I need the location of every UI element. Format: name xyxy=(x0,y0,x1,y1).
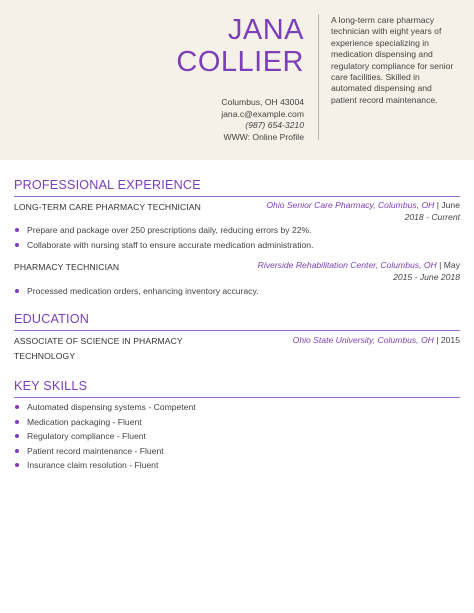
degree-line: TECHNOLOGY xyxy=(14,350,76,361)
first-name: JANA xyxy=(227,14,304,46)
list-item: Insurance claim resolution - Fluent xyxy=(14,458,460,473)
list-item: Collaborate with nursing staff to ensure accurate medication administration. xyxy=(14,238,460,253)
company-name: Riverside Rehabilitation Center, Columbus, OH xyxy=(257,260,437,270)
job-employer xyxy=(266,200,460,223)
skills-section xyxy=(14,378,460,398)
list-item: Regulatory compliance - Fluent xyxy=(14,429,460,444)
contact-email[interactable]: jana.c@example.com xyxy=(221,108,304,119)
experience-heading: PROFESSIONAL EXPERIENCE xyxy=(14,178,201,192)
list-item: Automated dispensing systems - Competent xyxy=(14,400,460,415)
job-title: LONG-TERM CARE PHARMACY TECHNICIAN xyxy=(14,202,201,212)
list-item: Prepare and package over 250 prescriptions daily, reducing errors by 22%. xyxy=(14,223,460,238)
last-name: COLLIER xyxy=(176,46,304,78)
contact-info xyxy=(221,97,304,143)
contact-location: Columbus, OH 43004 xyxy=(221,97,304,107)
degree-name xyxy=(14,334,183,363)
list-item: Processed medication orders, enhancing inventory accuracy. xyxy=(14,284,460,299)
job-bullets xyxy=(14,284,460,299)
job-bullets xyxy=(14,223,460,252)
section-divider xyxy=(14,397,460,398)
profile-summary: A long-term care pharmacy technician with eight years of experience specializing in medication dispensing and regulatory compliance for senior care facilities. Skilled in automated dispensing and patient record maintenance. xyxy=(331,15,454,105)
skill-bullets xyxy=(14,400,460,473)
school-info xyxy=(293,335,460,347)
skills-heading: KEY SKILLS xyxy=(14,379,88,393)
education-heading: EDUCATION xyxy=(14,312,90,326)
graduation-year: | 2015 xyxy=(433,335,460,345)
degree-line: ASSOCIATE OF SCIENCE IN PHARMACY xyxy=(14,336,183,346)
section-divider xyxy=(14,330,460,331)
education-section xyxy=(14,311,460,331)
contact-phone: (987) 654-3210 xyxy=(245,120,304,130)
school-name: Ohio State University, Columbus, OH xyxy=(292,335,434,345)
list-item: Medication packaging - Fluent xyxy=(14,415,460,430)
date-range: 2015 - June 2018 xyxy=(393,271,460,282)
resume-header xyxy=(0,0,474,160)
date-start: | June xyxy=(434,200,460,210)
date-range: 2018 - Current xyxy=(404,211,460,222)
job-title: PHARMACY TECHNICIAN xyxy=(14,262,120,272)
date-start: | May xyxy=(436,260,460,270)
experience-section xyxy=(14,177,460,197)
header-divider xyxy=(318,14,319,140)
company-name: Ohio Senior Care Pharmacy, Columbus, OH xyxy=(266,200,435,210)
candidate-name xyxy=(176,14,304,78)
job-employer xyxy=(258,260,460,283)
list-item: Patient record maintenance - Fluent xyxy=(14,444,460,459)
section-divider xyxy=(14,196,460,197)
contact-website[interactable]: WWW: Online Profile xyxy=(223,131,304,142)
